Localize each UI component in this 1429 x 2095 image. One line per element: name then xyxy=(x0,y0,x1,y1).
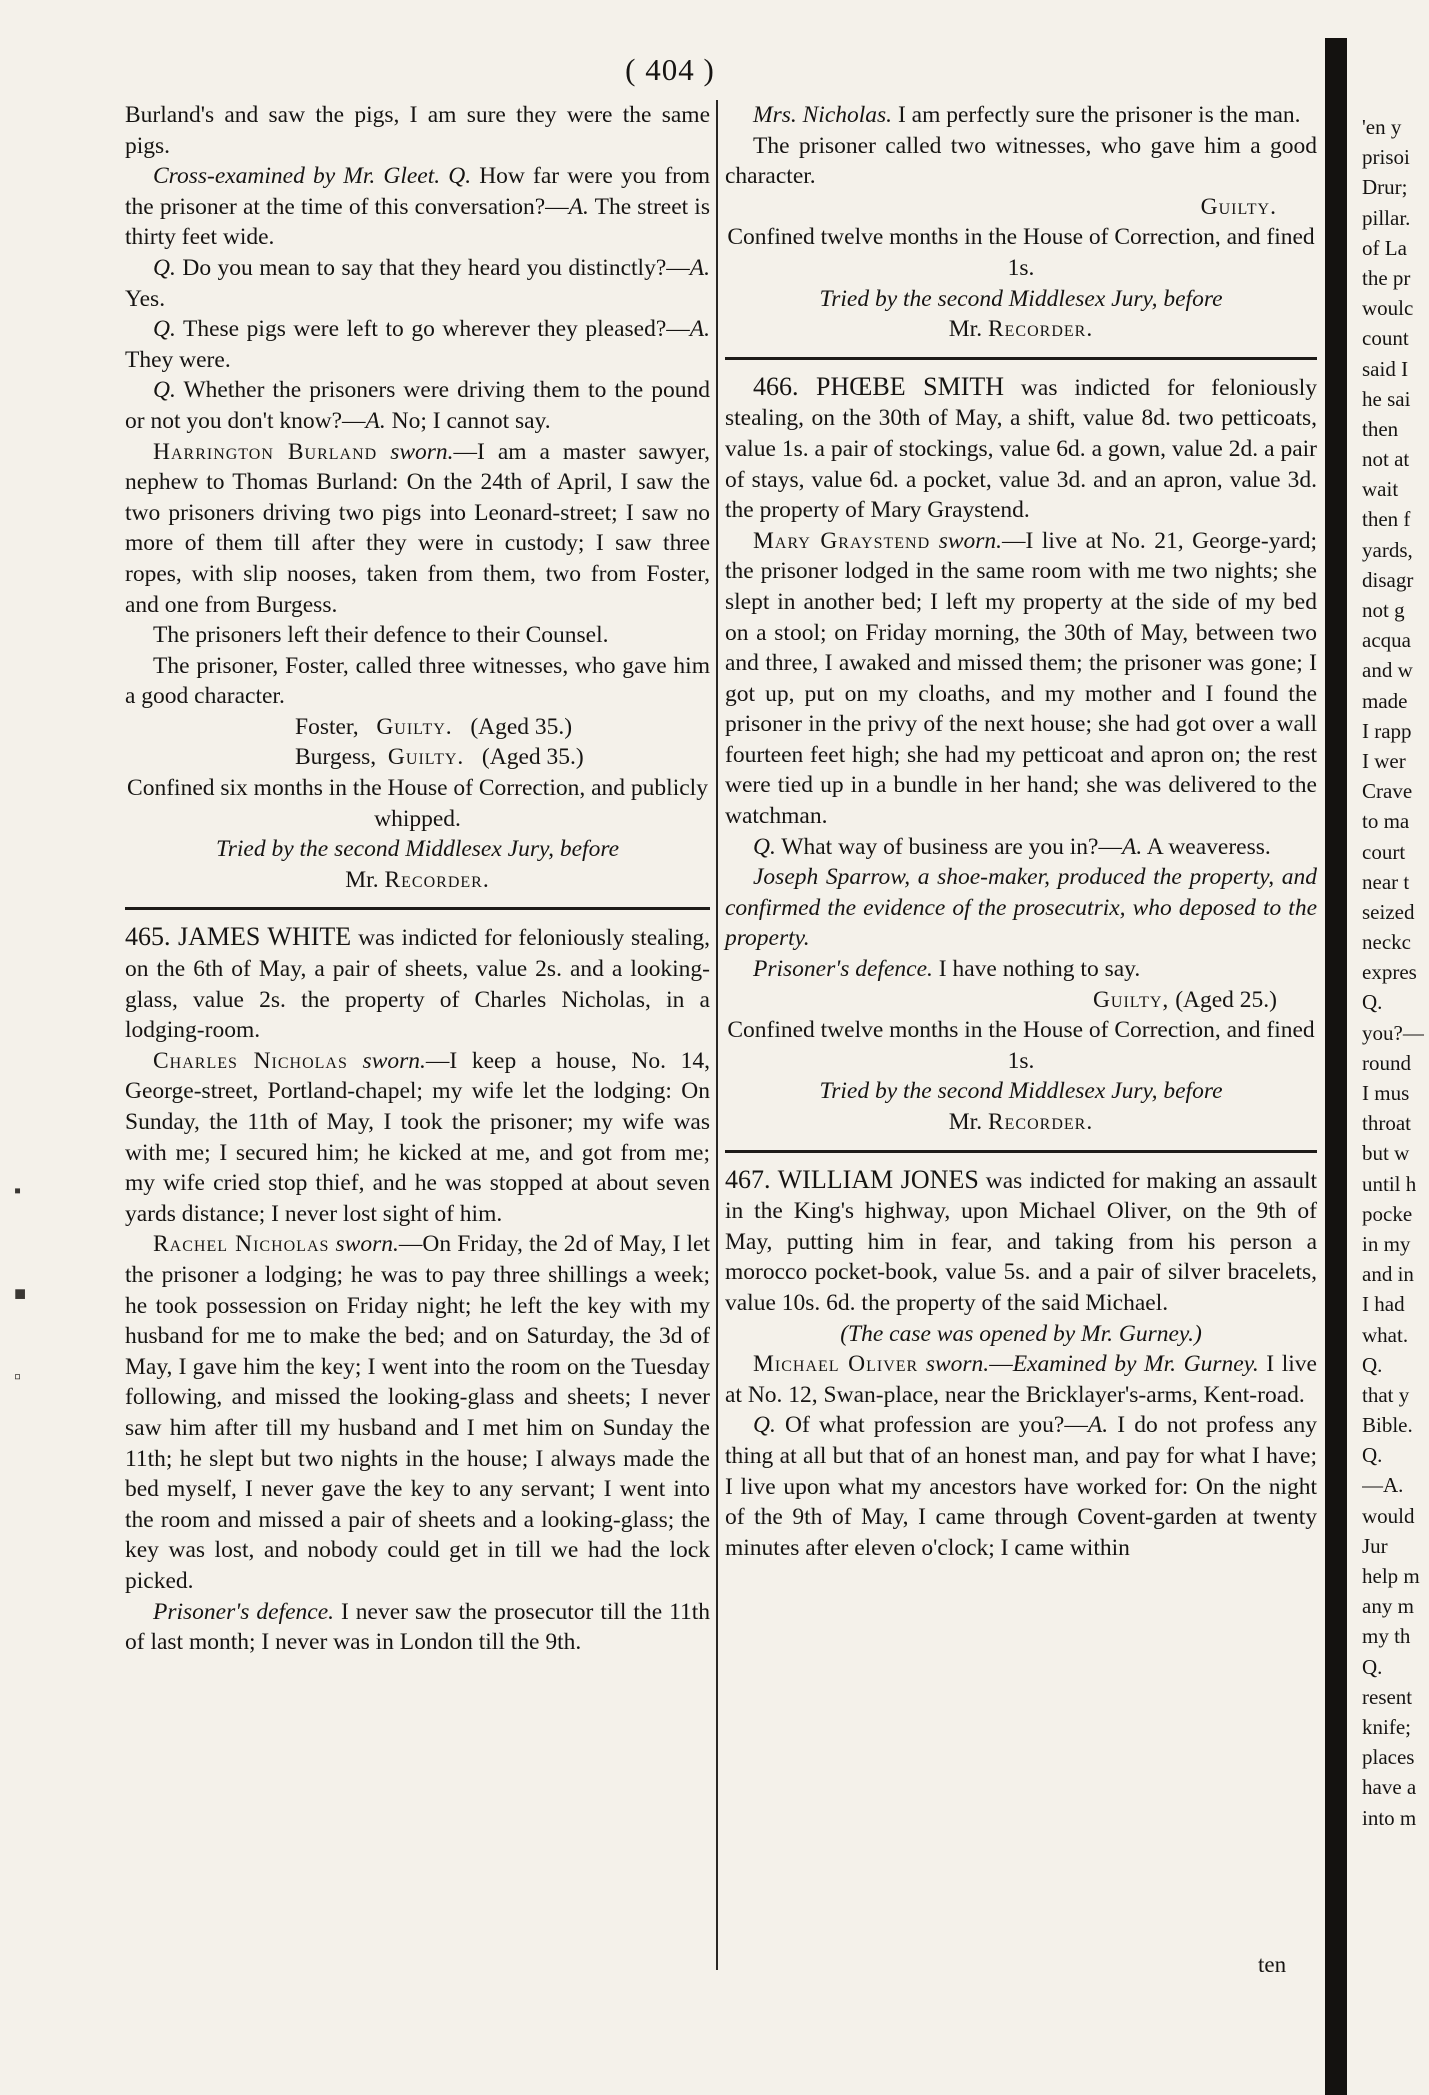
left-margin-marks: ▪ ■ ▫ xyxy=(14,1180,27,1388)
right-column xyxy=(725,100,1317,1563)
margin-fragment: in my xyxy=(1362,1231,1411,1256)
paragraph: Q. Whether the prisoners were driving them to the pound or not you don't know?—A. No; I cannot say. xyxy=(125,377,710,434)
margin-fragment: —A. xyxy=(1362,1473,1404,1498)
margin-fragment: wait xyxy=(1362,477,1399,502)
margin-fragment: 'en y xyxy=(1362,115,1402,139)
paragraph: Harrington Burland sworn.—I am a master sawyer, nephew to Thomas Burland: On the 24th of April, I saw the two prisoners driving two pigs into Leonard-street; I saw no more of them till after they were in custody; I saw three ropes, with slip nooses, taken from them, two from Foster, and one from Burgess. xyxy=(125,438,710,618)
paragraph: The prisoner, Foster, called three witnesses, who gave him a good character. xyxy=(125,652,710,710)
margin-fragment: said I xyxy=(1362,356,1409,381)
paragraph: The prisoners left their defence to their Counsel. xyxy=(153,622,609,649)
margin-fragment: Crave xyxy=(1362,779,1413,804)
paragraph: 465. JAMES WHITE was indicted for feloniously stealing, on the 6th of May, a pair of sheets, value 2s. and a looking-glass, value 2s. the property of Charles Nicholas, in a lodging-room. xyxy=(125,922,711,1044)
margin-fragment: seized xyxy=(1362,899,1415,924)
sentence-line: Confined twelve months in the House of Correction, and fined 1s. xyxy=(727,1017,1315,1074)
margin-fragment: near t xyxy=(1362,869,1410,894)
paragraph: Q. Do you mean to say that they heard you distinctly?—A. Yes. xyxy=(125,254,710,312)
sentence-line: Tried by the second Middlesex Jury, before Mr. Recorder. xyxy=(215,836,620,893)
margin-fragment: Q. xyxy=(1362,1352,1383,1377)
section-rule xyxy=(125,907,710,910)
sentence-line: Tried by the second Middlesex Jury, before Mr. Recorder. xyxy=(819,1078,1223,1135)
paragraph: Michael Oliver sworn.—Examined by Mr. Gurney. I live at No. 12, Swan-place, near the Bricklayer's-arms, Kent-road. xyxy=(725,1351,1317,1408)
margin-fragment: Jur xyxy=(1362,1533,1388,1558)
paragraph: Burland's and saw the pigs, I am sure they were the same pigs. xyxy=(125,102,710,159)
margin-fragment: Q. xyxy=(1362,1443,1383,1468)
paragraph: Cross-examined by Mr. Gleet. Q. How far were you from the prisoner at the time of this conversation?—A. The street is thirty feet wide. xyxy=(125,163,710,251)
page-number: ( 404 ) xyxy=(625,52,715,87)
margin-fragment: and in xyxy=(1362,1262,1414,1287)
margin-fragment: prisoi xyxy=(1362,145,1410,170)
margin-fragment: court xyxy=(1362,839,1406,864)
section-rule xyxy=(725,357,1317,360)
left-column xyxy=(125,100,710,1658)
verdict: Burgess, Guilty. (Aged 35.) xyxy=(295,744,584,771)
margin-fragment: Q. xyxy=(1362,990,1383,1015)
margin-fragment: help m xyxy=(1362,1564,1420,1588)
margin-fragment: I had xyxy=(1362,1292,1405,1317)
margin-fragment: yards, xyxy=(1362,537,1413,562)
margin-fragment: any m xyxy=(1362,1594,1414,1619)
margin-fragment: into m xyxy=(1362,1805,1417,1830)
margin-fragment: but w xyxy=(1362,1141,1410,1166)
paragraph: Rachel Nicholas sworn.—On Friday, the 2d of May, I let the prisoner a lodging; he was to pay three shillings a week; he took possession on Friday night; he left the key with my husband for me to make the bed; and on Saturday, the 3d of May, I gave him the key; I went into the room on the Tuesday following, and missed the looking-glass and sheets; I never saw him after till my husband and I met him on Sunday the 11th; he slept but two nights in the house; I always made the bed myself, I never gave the key to any servant; I went into the room and missed a pair of sheets and a looking-glass; the key was lost, and nobody could get in till we had the lock picked. xyxy=(125,1231,711,1594)
margin-fragment: I wer xyxy=(1362,748,1406,773)
margin-fragment: acqua xyxy=(1362,628,1411,653)
paragraph: 466. PHŒBE SMITH was indicted for feloniously stealing, on the 30th of May, a shift, value 8d. two petticoats, value 1s. a pair of stockings, value 6d. a gown, value 2d. a pair of stays, value 6d. a pocket, value 3d. and an apron, value 3d. the property of Mary Graystend. xyxy=(725,371,1317,524)
paragraph: Q. These pigs were left to go wherever they pleased?—A. They were. xyxy=(125,316,710,373)
margin-fragment: expres xyxy=(1362,960,1417,985)
paragraph: Joseph Sparrow, a shoe-maker, produced the property, and confirmed the evidence of the prosecutrix, who deposed to the property. xyxy=(725,864,1317,952)
margin-fragment: then xyxy=(1362,416,1399,441)
paragraph: Q. What way of business are you in?—A. A weaveress. xyxy=(753,833,1271,860)
margin-fragment: knife; xyxy=(1362,1714,1411,1739)
catchword: ten xyxy=(1258,1952,1287,1977)
margin-fragment: pillar. xyxy=(1362,205,1411,230)
verdict: Guilty. xyxy=(1200,193,1277,220)
margin-fragment: places xyxy=(1362,1745,1415,1770)
margin-fragment: my th xyxy=(1362,1624,1411,1649)
margin-fragment: I rapp xyxy=(1362,718,1412,743)
margin-fragment: made xyxy=(1362,688,1408,713)
margin-fragment: then f xyxy=(1362,507,1411,532)
margin-fragment: neckc xyxy=(1362,930,1411,955)
sentence-line: Confined twelve months in the House of Correction, and fined 1s. xyxy=(727,224,1315,281)
sentence-line: Confined six months in the House of Correction, and publicly whipped. xyxy=(127,775,708,832)
margin-fragment: not g xyxy=(1362,598,1405,622)
margin-fragment: to ma xyxy=(1362,809,1410,834)
paragraph: 467. WILLIAM JONES was indicted for making an assault in the King's highway, upon Michael Oliver, on the 9th of May, putting him in fear, and taking from his person a morocco pocket-book, value 5s. and a pair of silver bracelets, value 10s. 6d. the property of the said Michael. xyxy=(725,1164,1318,1316)
margin-fragment: Q. xyxy=(1362,1654,1383,1679)
margin-fragment: I mus xyxy=(1362,1081,1410,1105)
margin-fragment: he sai xyxy=(1362,386,1411,411)
sentence-line: Tried by the second Middlesex Jury, before Mr. Recorder. xyxy=(819,285,1223,343)
margin-fragment: pocke xyxy=(1362,1201,1413,1226)
margin-fragment: disagr xyxy=(1362,567,1414,592)
paragraph: The prisoner called two witnesses, who gave him a good character. xyxy=(725,132,1317,190)
margin-fragment: count xyxy=(1362,326,1409,351)
paragraph: Mary Graystend sworn.—I live at No. 21, George-yard; the prisoner lodged in the same room with me two nights; she slept in another bed; I left my property at the side of my bed on a stool; on Friday morning, the 30th of May, between two and three, I awaked and missed them; the prisoner was gone; I got up, put on my cloaths, and my mother and I found the prisoner in the privy of the next house; she had got over a wall fourteen feet high; she had my petticoat and apron on; the rest were tied up in a bundle in her hand; she was delivered to the watchman. xyxy=(725,527,1318,830)
adjacent-page-margin xyxy=(1362,112,1429,1833)
paragraph: Prisoner's defence. I never saw the prosecutor till the 11th of last month; I never was in London till the 9th. xyxy=(125,1598,711,1656)
margin-fragment: what. xyxy=(1362,1322,1409,1347)
section-rule xyxy=(725,1150,1317,1153)
margin-fragment: the pr xyxy=(1362,265,1411,290)
paragraph: Mrs. Nicholas. I am perfectly sure the prisoner is the man. xyxy=(753,102,1301,128)
paragraph: Prisoner's defence. I have nothing to say. xyxy=(753,956,1141,983)
sentence-line: (The case was opened by Mr. Gurney.) xyxy=(840,1320,1202,1347)
margin-fragment: round xyxy=(1362,1050,1411,1075)
margin-fragment: until h xyxy=(1362,1171,1417,1196)
margin-fragment: would xyxy=(1362,1503,1415,1528)
paragraph: Q. Of what profession are you?—A. I do not profess any thing at all but that of an honest man, and pay for what I have; I live upon what my ancestors have worked for: On the night of the 9th of May, I came through Covent-garden at twenty minutes after eleven o'clock; I came within xyxy=(725,1412,1317,1561)
margin-fragment: have a xyxy=(1362,1775,1417,1800)
gutter-shadow xyxy=(1325,38,1347,2095)
margin-fragment: woulc xyxy=(1362,296,1414,321)
verdict: Guilty, (Aged 25.) xyxy=(1092,986,1277,1013)
margin-fragment: throat xyxy=(1362,1111,1411,1136)
margin-fragment: and w xyxy=(1362,658,1413,683)
verdict: Foster, Guilty. (Aged 35.) xyxy=(295,713,573,740)
paragraph: Charles Nicholas sworn.—I keep a house, No. 14, George-street, Portland-chapel; my wife let the lodging: On Sunday, the 11th of May, I took the prisoner; my wife was with me; I secured him; he kicked at me, and got from me; my wife cried stop thief, and he was stopped at about seven yards distance; I never lost sight of him. xyxy=(125,1047,710,1227)
margin-fragment: Bible. xyxy=(1362,1413,1413,1438)
margin-fragment: not at xyxy=(1362,447,1410,472)
margin-fragment: you?— xyxy=(1362,1020,1424,1045)
margin-fragment: resent xyxy=(1362,1684,1413,1709)
margin-fragment: Drur; xyxy=(1362,175,1408,200)
column-divider xyxy=(716,100,718,1970)
margin-fragment: that y xyxy=(1362,1382,1410,1407)
margin-fragment: of La xyxy=(1362,235,1407,260)
